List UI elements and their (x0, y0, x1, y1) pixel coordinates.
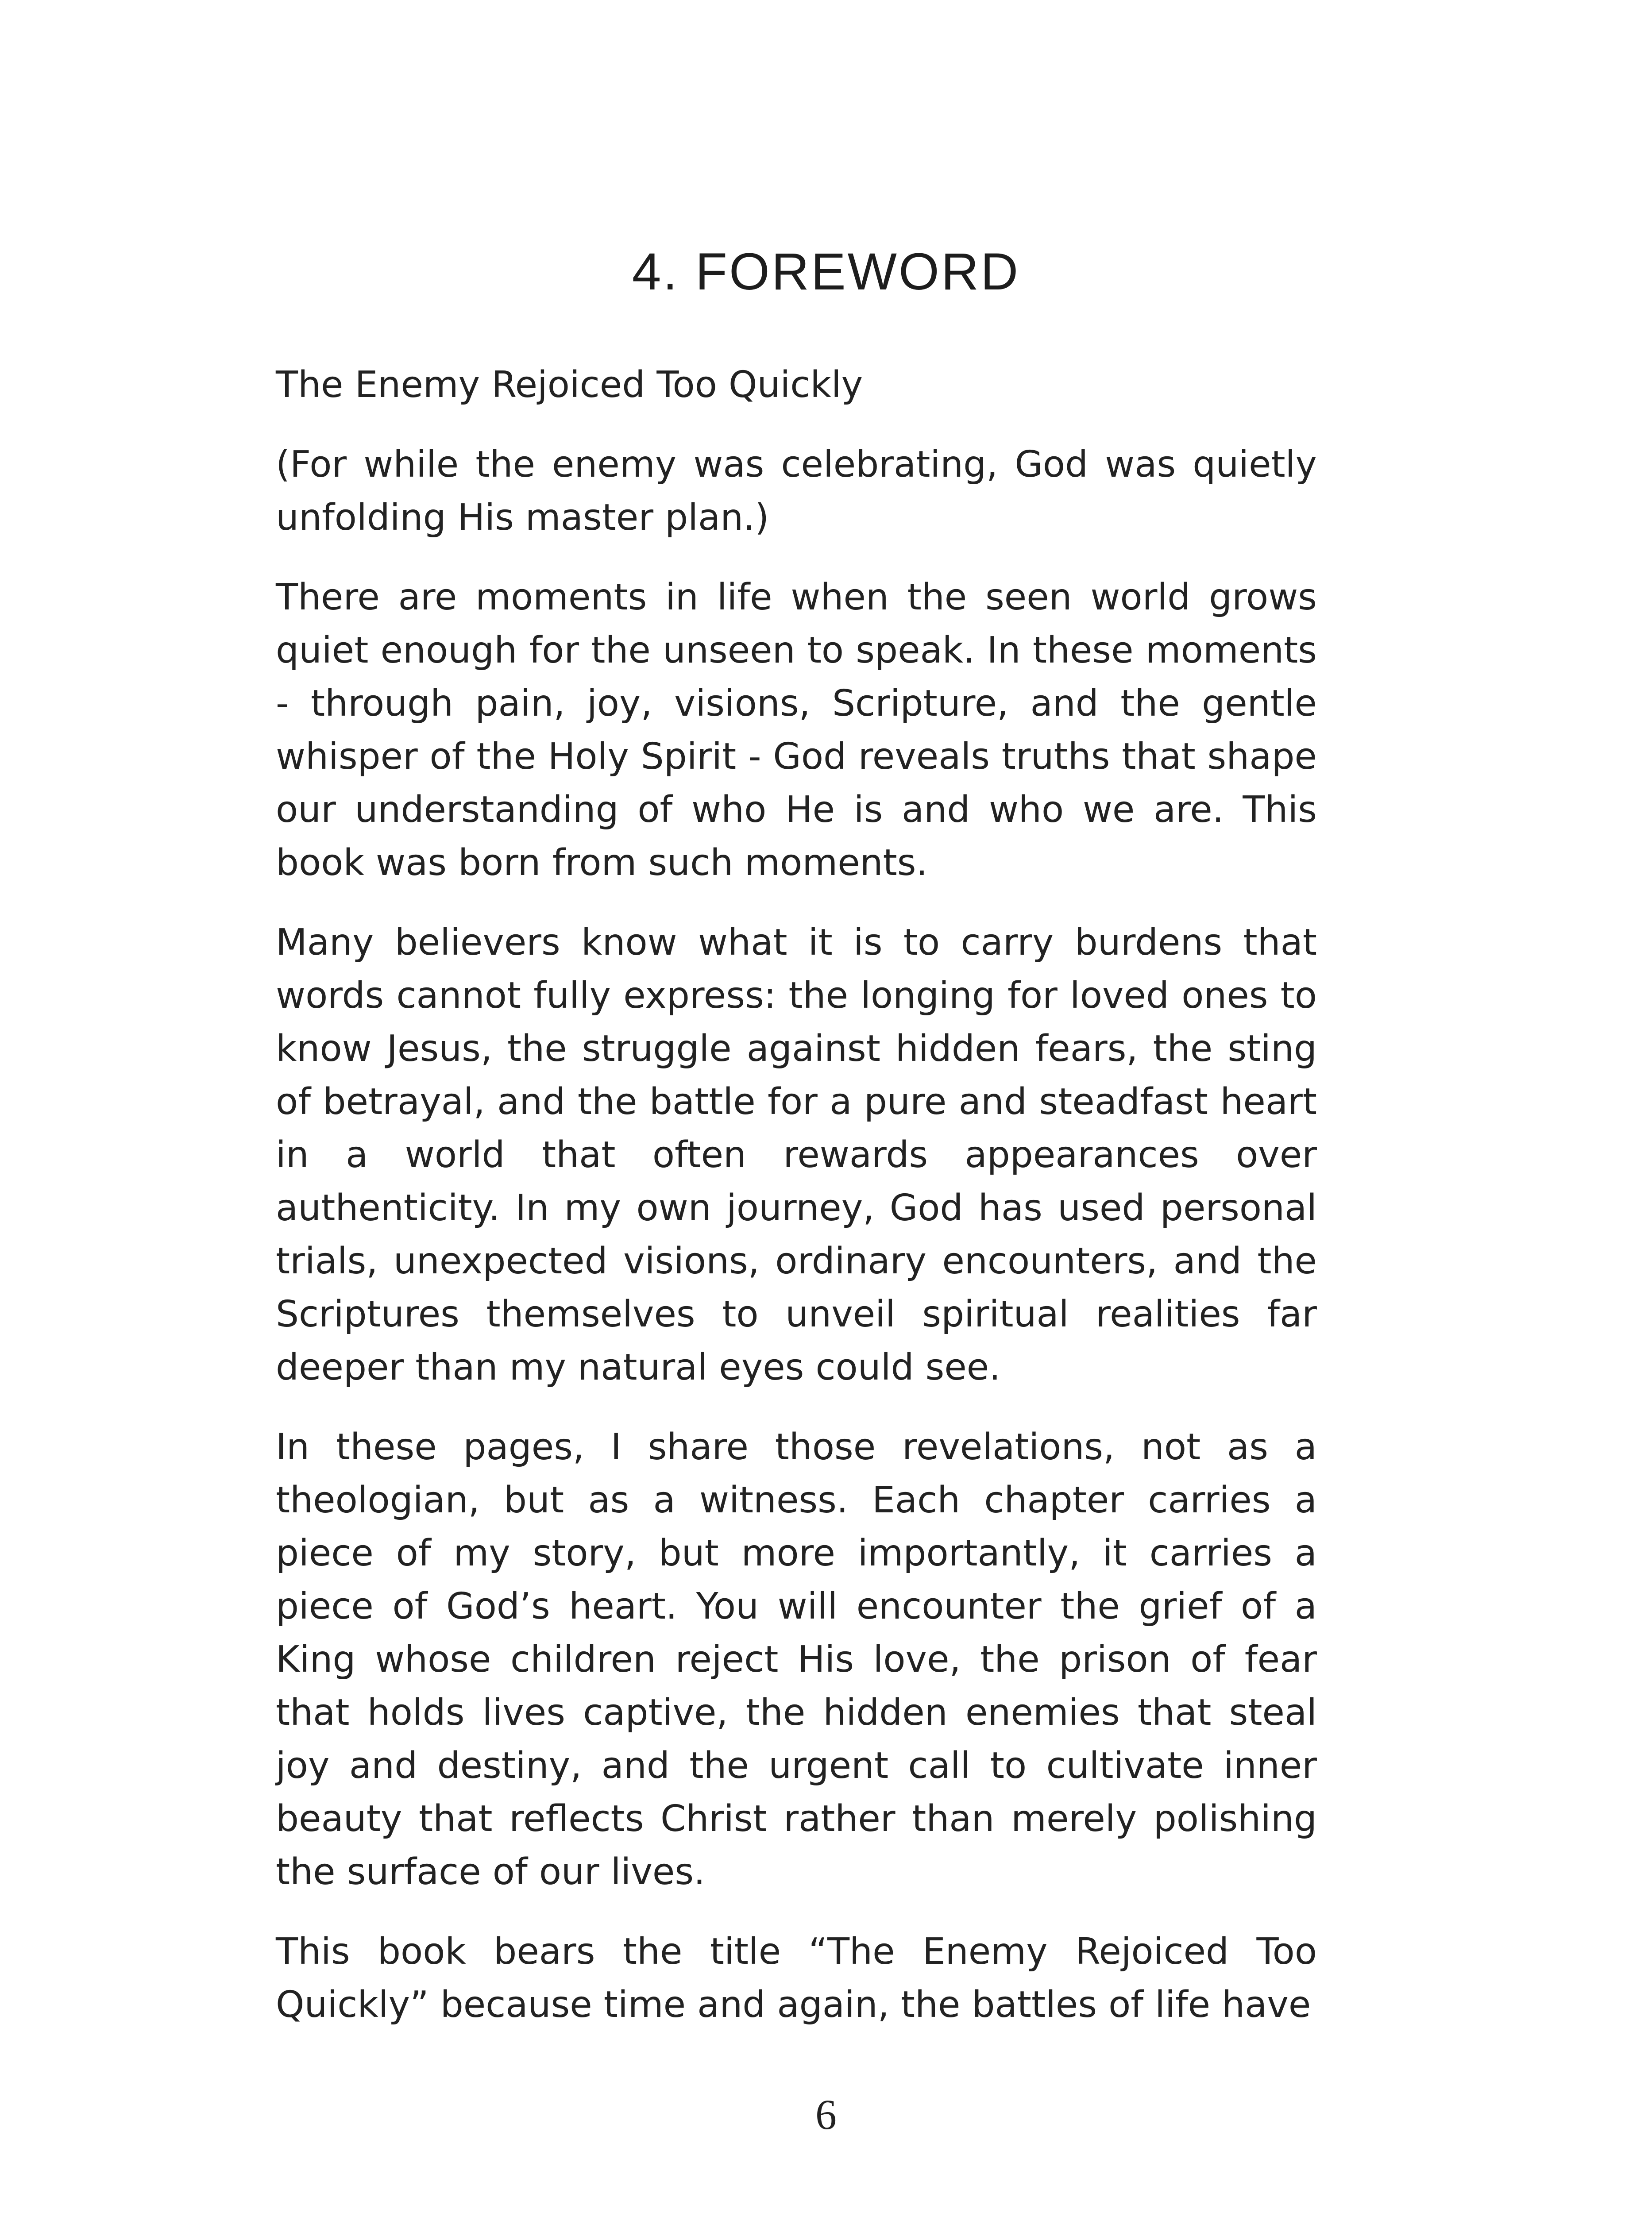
parenthetical-paragraph: (For while the enemy was celebrating, God was quietly unfolding His master plan.) (276, 443, 1317, 539)
body-paragraph: This book bears the title “The Enemy Rejoiced Too Quickly” because time and again, the battles of life have (276, 1931, 1317, 2026)
subtitle-paragraph: The Enemy Rejoiced Too Quickly (276, 364, 863, 406)
foreword-body (276, 359, 1317, 2058)
body-paragraph: In these pages, I share those revelations, not as a theologian, but as a witness. Each chapter carries a piece of my story, but more importantly, it carries a piece of God’s heart. You will encounter the grief of a King whose children reject His love, the prison of fear that holds lives captive, the hidden enemies that steal joy and destiny, and the urgent call to cultivate inner beauty that reflects Christ rather than merely polishing the surface of our lives. (276, 1426, 1317, 1893)
body-paragraph: There are moments in life when the seen world grows quiet enough for the unseen to speak. In these moments - through pain, joy, visions, Scripture, and the gentle whisper of the Holy Spirit - God reveals truths that shape our understanding of who He is and who we are. This book was born from such moments. (276, 576, 1317, 884)
body-paragraph: Many believers know what it is to carry burdens that words cannot fully express: the longing for loved ones to know Jesus, the struggle against hidden fears, the sting of betrayal, and the battle for a pure and steadfast heart in a world that often rewards appearances over authenticity. In my own journey, God has used personal trials, unexpected visions, ordinary encounters, and the Scriptures themselves to unveil spiritual realities far deeper than my natural eyes could see. (276, 921, 1317, 1388)
chapter-title: 4. FOREWORD (632, 243, 1020, 301)
page-number: 6 (815, 2091, 837, 2138)
